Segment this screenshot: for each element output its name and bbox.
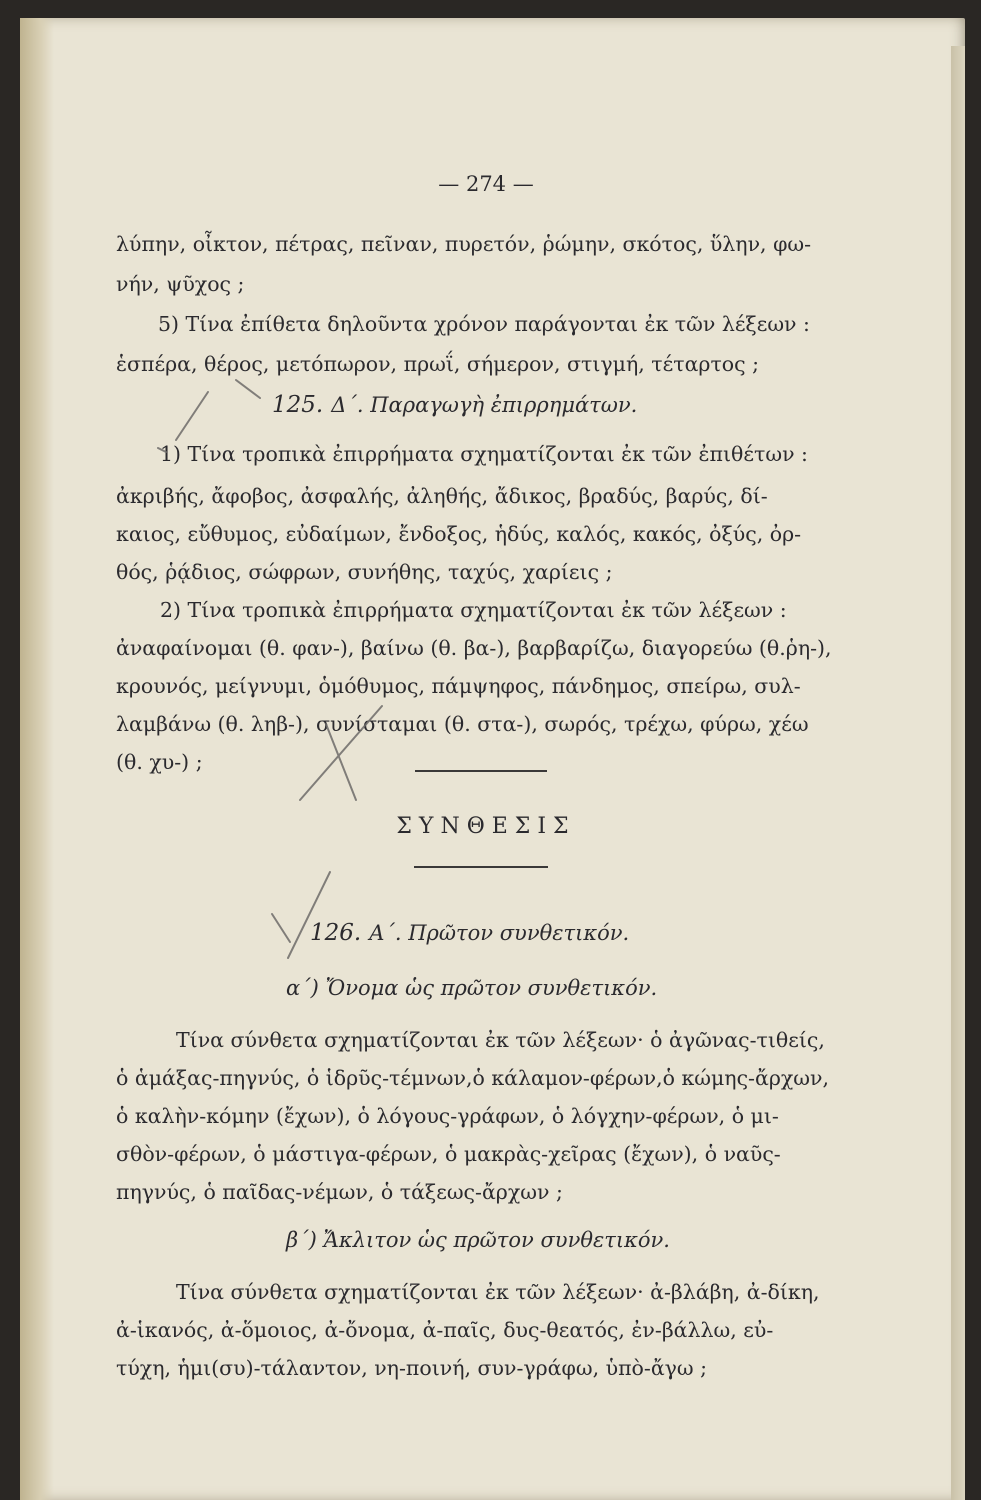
section-heading-synthesis: ΣΥΝΘΕΣΙΣ (396, 814, 576, 839)
subsection-heading-a: α΄) Ὄνομα ὡς πρῶτον συνθετικόν. (286, 976, 658, 1000)
page-gutter-shadow (20, 18, 54, 1500)
section-number: 125. (272, 392, 324, 418)
text-line: θός, ῥᾴδιος, σώφρων, συνήθης, ταχύς, χαρίεις ; (116, 560, 613, 584)
divider-rule (415, 770, 547, 772)
question-1: 1) Τίνα τροπικὰ ἐπιρρήματα σχηματίζονται ἐκ τῶν ἐπιθέτων : (160, 442, 808, 466)
divider-rule (414, 866, 548, 868)
section-heading-126 (310, 920, 629, 946)
text-line: πηγνύς, ὁ παῖδας-νέμων, ὁ τάξεως-ἄρχων ; (116, 1180, 563, 1204)
next-page-edge (951, 46, 965, 1500)
question-b: Τίνα σύνθετα σχηματίζονται ἐκ τῶν λέξεων· ἀ-βλάβη, ἀ-δίκη, (176, 1280, 820, 1304)
subsection-heading-b: β΄) Ἄκλιτον ὡς πρῶτον συνθετικόν. (286, 1228, 670, 1252)
text-line: ἀναφαίνομαι (θ. φαν-), βαίνω (θ. βα-), βαρβαρίζω, διαγορεύω (θ.ῥη-), (116, 636, 832, 660)
section-title: Α΄. Πρῶτον συνθετικόν. (369, 921, 630, 945)
text-line: λύπην, οἶκτον, πέτρας, πεῖναν, πυρετόν, ῥώμην, σκότος, ὕλην, φω- (116, 232, 812, 256)
section-title: Δ΄. Παραγωγὴ ἐπιρρημάτων. (331, 393, 638, 417)
question-5: 5) Τίνα ἐπίθετα δηλοῦντα χρόνον παράγονται ἐκ τῶν λέξεων : (158, 312, 810, 336)
text-line: ἀκριβής, ἄφοβος, ἀσφαλής, ἀληθής, ἄδικος, βραδύς, βαρύς, δί- (116, 484, 768, 508)
section-number: 126. (310, 920, 362, 946)
page-number: — 274 — (438, 172, 534, 196)
text-line: ἀ-ἱκανός, ἀ-ὅμοιος, ἀ-ὄνομα, ἀ-παῖς, δυς-θεατός, ἐν-βάλλω, εὐ- (116, 1318, 774, 1342)
text-line: (θ. χυ-) ; (116, 750, 203, 774)
question-a: Τίνα σύνθετα σχηματίζονται ἐκ τῶν λέξεων· ὁ ἀγῶνας-τιθείς, (176, 1028, 825, 1052)
text-line: τύχη, ἡμι(συ)-τάλαντον, νη-ποινή, συν-γράφω, ὑπὸ-ἄγω ; (116, 1356, 708, 1380)
text-line: καιος, εὔθυμος, εὐδαίμων, ἔνδοξος, ἡδύς, καλός, κακός, ὀξύς, ὀρ- (116, 522, 802, 546)
text-line: ὁ ἁμάξας-πηγνύς, ὁ ἱδρῦς-τέμνων,ὁ κάλαμον-φέρων,ὁ κώμης-ἄρχων, (116, 1066, 829, 1090)
text-line: λαμβάνω (θ. ληβ-), συνίσταμαι (θ. στα-), σωρός, τρέχω, φύρω, χέω (116, 712, 809, 736)
text-line: ἑσπέρα, θέρος, μετόπωρον, πρωΐ, σήμερον, στιγμή, τέταρτος ; (116, 352, 760, 376)
text-line: νήν, ψῦχος ; (116, 272, 245, 296)
text-line: ὁ καλὴν-κόμην (ἔχων), ὁ λόγους-γράφων, ὁ λόγχην-φέρων, ὁ μι- (116, 1104, 779, 1128)
text-line: κρουνός, μείγνυμι, ὁμόθυμος, πάμψηφος, πάνδημος, σπείρω, συλ- (116, 674, 801, 698)
question-2: 2) Τίνα τροπικὰ ἐπιρρήματα σχηματίζονται ἐκ τῶν λέξεων : (160, 598, 787, 622)
section-heading-125 (272, 392, 637, 418)
text-line: σθὸν-φέρων, ὁ μάστιγα-φέρων, ὁ μακρὰς-χεῖρας (ἔχων), ὁ ναῦς- (116, 1142, 781, 1166)
